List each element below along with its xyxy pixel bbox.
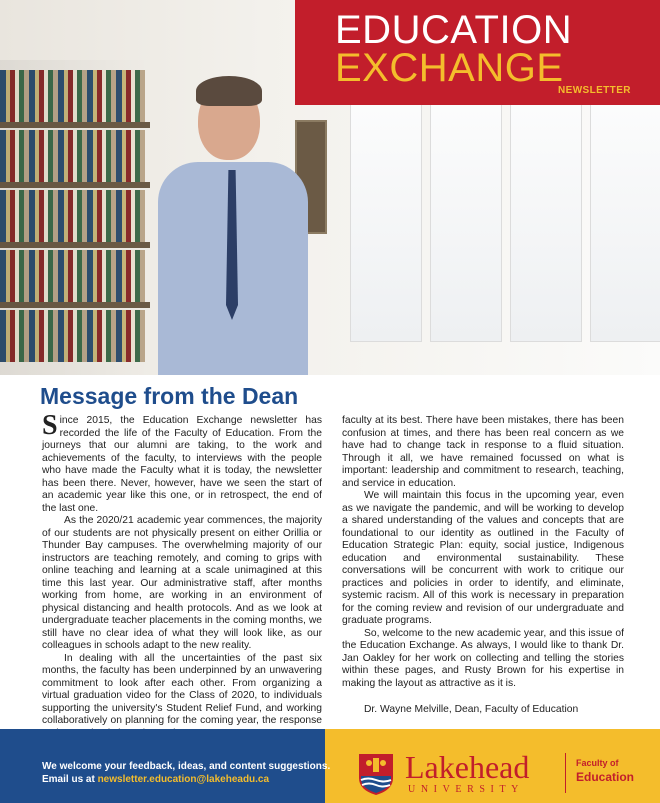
feedback-text: We welcome your feedback, ideas, and content suggestions.: [42, 761, 331, 772]
faculty-of-label: Faculty of: [576, 758, 619, 768]
faculty-name: Education: [576, 770, 635, 784]
paragraph: faculty at its best. There have been mistakes, there has been confusion at times, and there has been real concern as we have had to change tack in response to a fluid situation. Through it all, we have remained focussed on what is important: leadership and commitment to research, teaching, and service in education.: [342, 415, 624, 489]
university-wordmark: UNIVERSITY: [408, 784, 524, 795]
masthead-tag: NEWSLETTER: [558, 85, 631, 96]
logo-divider: [565, 753, 566, 793]
hair: [196, 76, 262, 106]
signature: Dr. Wayne Melville, Dean, Faculty of Education: [364, 704, 579, 715]
email-link[interactable]: newsletter.education@lakeheadu.ca: [97, 774, 270, 785]
paragraph: So, welcome to the new academic year, and this issue of the Education Exchange. As always, I would like to thank Dr. Jan Oakley for her work on collecting and telling the stories within these pages, and Rusty Brown for his expertise in making the layout as attractive as it is.: [342, 627, 624, 689]
lakehead-crest-icon: [357, 752, 395, 796]
paragraph: [42, 410, 322, 515]
email-prefix: Email us at: [42, 774, 98, 785]
paragraph: As the 2020/21 academic year commences, the majority of our students are not physically present on either Orillia or Thunder Bay campuses. The overwhelming majority of our instructors are teaching remotely, and coming to grips with online teaching and learning at a scale unimagined at this time this last year. Our administrative staff, after months working from home, are working in an environment of physical distancing and health protocols. And as we look at undergraduate teacher placements in the coming months, we still have no clear idea of what they will look like, as our colleagues in schools adapt to the new reality.: [42, 515, 322, 651]
shelf-shadow: [0, 60, 150, 375]
paragraph: In dealing with all the uncertainties of the past six months, the faculty has been underpinned by an unwavering commitment to look after each other. From organizing a virtual graduation video for the Class of 2020, to individuals supporting the university's Student Relief Fund, and working collaboratively on planning for the coming year, the response: [42, 652, 322, 726]
article-column-2: [342, 415, 624, 717]
article-column-1: [42, 410, 322, 740]
feedback-email-line: [42, 774, 269, 785]
lakehead-wordmark: Lakehead: [405, 749, 530, 785]
article-title: Message from the Dean: [40, 383, 299, 409]
paragraph-text: ince 2015, the Education Exchange newsletter has recorded the life of the Faculty of Education. From the journeys that our alumni are taking, to the work and achievements of the faculty, to interviews with the people who have made the Faculty what it is today, the newsletter has been there. Never, however, have we seen the start of an academic year like this one, or in retrospect, the end of the last one.: [42, 415, 322, 514]
masthead-title-exchange: EXCHANGE: [335, 46, 564, 90]
drop-cap: S: [42, 410, 58, 441]
paragraph: We will maintain this focus in the upcoming year, even as we navigate the pandemic, and will be working to develop a shared understanding of the values and concepts that are foundational to our identity as outlined in the Faculty of Education Strategic Plan: equity, social justice, Indigenous education and environmental sustainability. These conversations will be concurrent with work to critique our practices and policies in order to identify, and eliminate, systemic racism. All of this work is necessary in preparation for the coming review and revision of our undergraduate and graduate programs.: [342, 490, 624, 626]
masthead-title-education: EDUCATION: [335, 8, 573, 52]
dean-portrait: [150, 70, 320, 375]
